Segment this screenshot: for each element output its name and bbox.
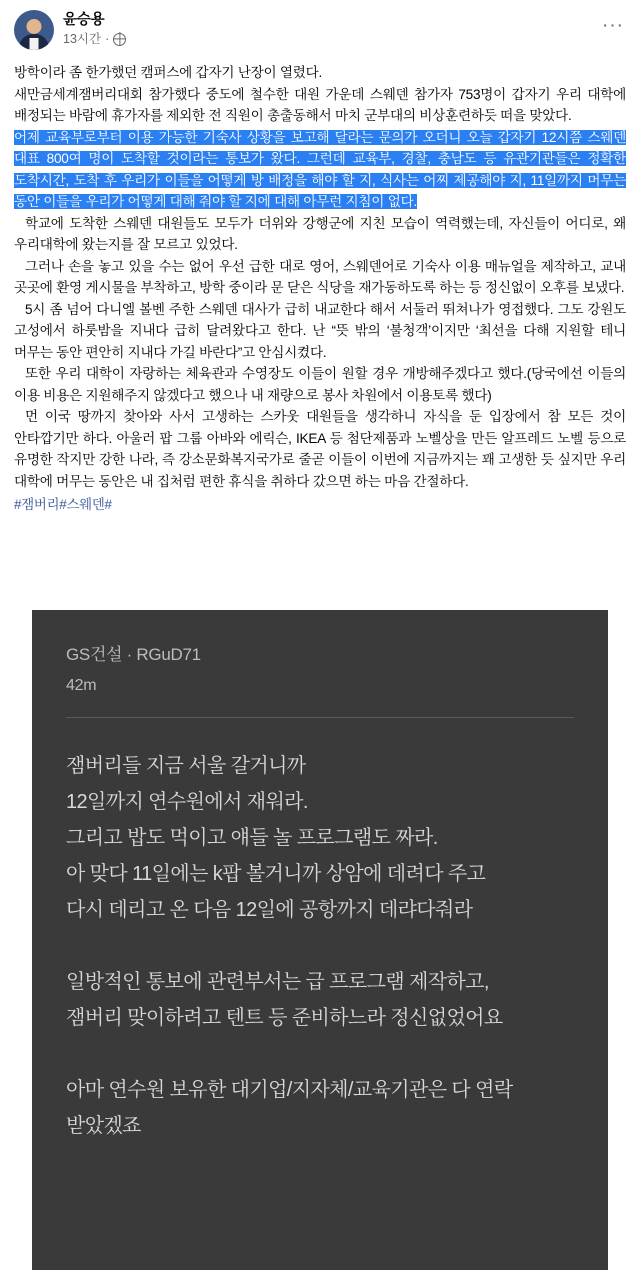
post-header: [14, 10, 626, 54]
paragraph-gap: [66, 928, 574, 964]
paragraph-text: 5시 좀 넘어 다니엘 볼벤 주한 스웨덴 대사가 급히 내교한다 해서 서둘러 뛰쳐나가 영접했다. 그도 강원도 고성에서 하룻밤을 지내다 급히 달려왔다고 한다. 난 “뜻 밖의 ‘불청객’이지만 ‘최선을 다해 지원할 테니 머무는 동안 편안히 지내다 가길 바란다”고 안심시켰다.: [14, 301, 626, 360]
post-timestamp[interactable]: 13시간: [63, 32, 102, 46]
screenshot-line: 아마 연수원 보유한 대기업/지자체/교육기관은 다 연락: [66, 1078, 513, 1101]
post-paragraph: [14, 84, 626, 127]
post-paragraph-highlighted: [14, 127, 626, 213]
screenshot-body: [66, 748, 574, 1144]
paragraph-text: 새만금세계잼버리대회 참가했다 중도에 철수한 대원 가운데 스웨덴 참가자 753명이 갑자기 우리 대학에 배정되는 바람에 휴가자를 제외한 전 직원이 총출동해서 마치 군부대의 비상훈련하듯 떠을 맞았다.: [14, 86, 626, 123]
ellipsis-icon[interactable]: ···: [602, 15, 624, 36]
post-paragraph: [14, 406, 626, 492]
paragraph-gap: [66, 1036, 574, 1072]
screenshot-line: 받았겠죠: [66, 1114, 141, 1137]
divider: [66, 717, 574, 718]
poster-meta: [63, 10, 126, 47]
post-paragraph: [14, 363, 626, 406]
avatar-shirt: [30, 38, 39, 50]
screenshot-line: 잼버리 맞이하려고 텐트 등 준비하느라 정신없었어요: [66, 1006, 503, 1029]
poster-name[interactable]: 윤승용: [63, 12, 105, 28]
paragraph-text: 또한 우리 대학이 자랑하는 체육관과 수영장도 이들이 원할 경우 개방해주겠다고 했다.(당국에선 이들의 이용 비용은 지원해주지 않겠다고 했으나 내 재량으로 봉사 차원에서 이용토록 했다): [14, 366, 626, 403]
selected-text[interactable]: 어제 교육부로부터 이용 가능한 기숙사 상황을 보고해 달라는 문의가 오더니 오늘 갑자기 12시쯤 스웨덴 대표 800여 명이 도착할 것이라는 통보가 왔다. 그런데 교육부, 경찰, 충남도 등 유관기관들은 정확한 도착시간, 도착 후 우리가 이들을 어떻게 방 배정을 해야 할 지, 식사는 어찌 제공해야 지, 11일까지 머무는 동안 이들을 우리가 어떻게 대해 줘야 할 지에 대해 아무런 지침이 없다.: [14, 129, 626, 209]
post-body: [14, 62, 626, 516]
facebook-post: [0, 0, 640, 516]
paragraph-text: 그러나 손을 놓고 있을 수는 없어 우선 급한 대로 영어, 스웨덴어로 기숙사 이용 매뉴얼을 제작하고, 교내 곳곳에 환영 게시물을 부착하고, 방학 중이라 문 닫은 식당을 재가동하도록 하는 등 정신없이 오후를 보냈다.: [14, 258, 626, 295]
post-paragraph: [14, 213, 626, 256]
paragraph-text: 학교에 도착한 스웨덴 대원들도 모두가 더위와 강행군에 지친 모습이 역력했는데, 자신들이 어디로, 왜 우리대학에 왔는지를 잘 모르고 있었다.: [14, 215, 626, 252]
content-spacer: [0, 516, 640, 610]
separator-dot: ·: [105, 32, 110, 46]
screenshot-line: 잼버리들 지금 서울 갈거니까: [66, 754, 306, 777]
screenshot-line: 12일까지 연수원에서 재워라.: [66, 790, 308, 813]
post-paragraph: [14, 256, 626, 299]
screenshot-line: 다시 데리고 온 다음 12일에 공항까지 데랴다줘라: [66, 898, 473, 921]
screenshot-line: 일방적인 통보에 관련부서는 급 프로그램 제작하고,: [66, 970, 489, 993]
avatar-face: [27, 19, 42, 34]
attached-screenshot[interactable]: [32, 610, 608, 1270]
screenshot-source: GS건설 · RGuD71: [66, 644, 201, 664]
post-paragraph: [14, 299, 626, 364]
globe-icon: [113, 33, 126, 46]
poster-subline: [63, 31, 126, 47]
post-paragraph: [14, 62, 626, 84]
avatar[interactable]: [14, 10, 54, 50]
screenshot-line: 그리고 밥도 먹이고 얘들 놀 프로그램도 짜라.: [66, 826, 438, 849]
paragraph-text: 방학이라 좀 한가했던 캠퍼스에 갑자기 난장이 열렸다.: [14, 65, 323, 80]
screenshot-line: 아 맞다 11일에는 k팝 볼거니까 상암에 데려다 주고: [66, 862, 486, 885]
screenshot-time: 42m: [66, 676, 97, 694]
paragraph-text: 먼 이국 땅까지 찾아와 사서 고생하는 스카웃 대원들을 생각하니 자식을 둔 입장에서 참 모든 것이 안타깝기만 하다. 아울러 팝 그룹 아바와 에릭슨, IKEA 등 첨단제품과 노벨상을 만든 알프레드 노벨 등으로 유명한 작지만 강한 나라, 즉 강소문화복지국가로 줄곧 이들이 이번에 지금까지는 꽤 고생한 듯 싶지만 우리 대학에 머무는 동안은 내 집처럼 편한 휴식을 취하다 갔으면 하는 마음 간절하다.: [14, 409, 626, 489]
hashtag-links[interactable]: #잼버리#스웨덴#: [14, 497, 112, 512]
